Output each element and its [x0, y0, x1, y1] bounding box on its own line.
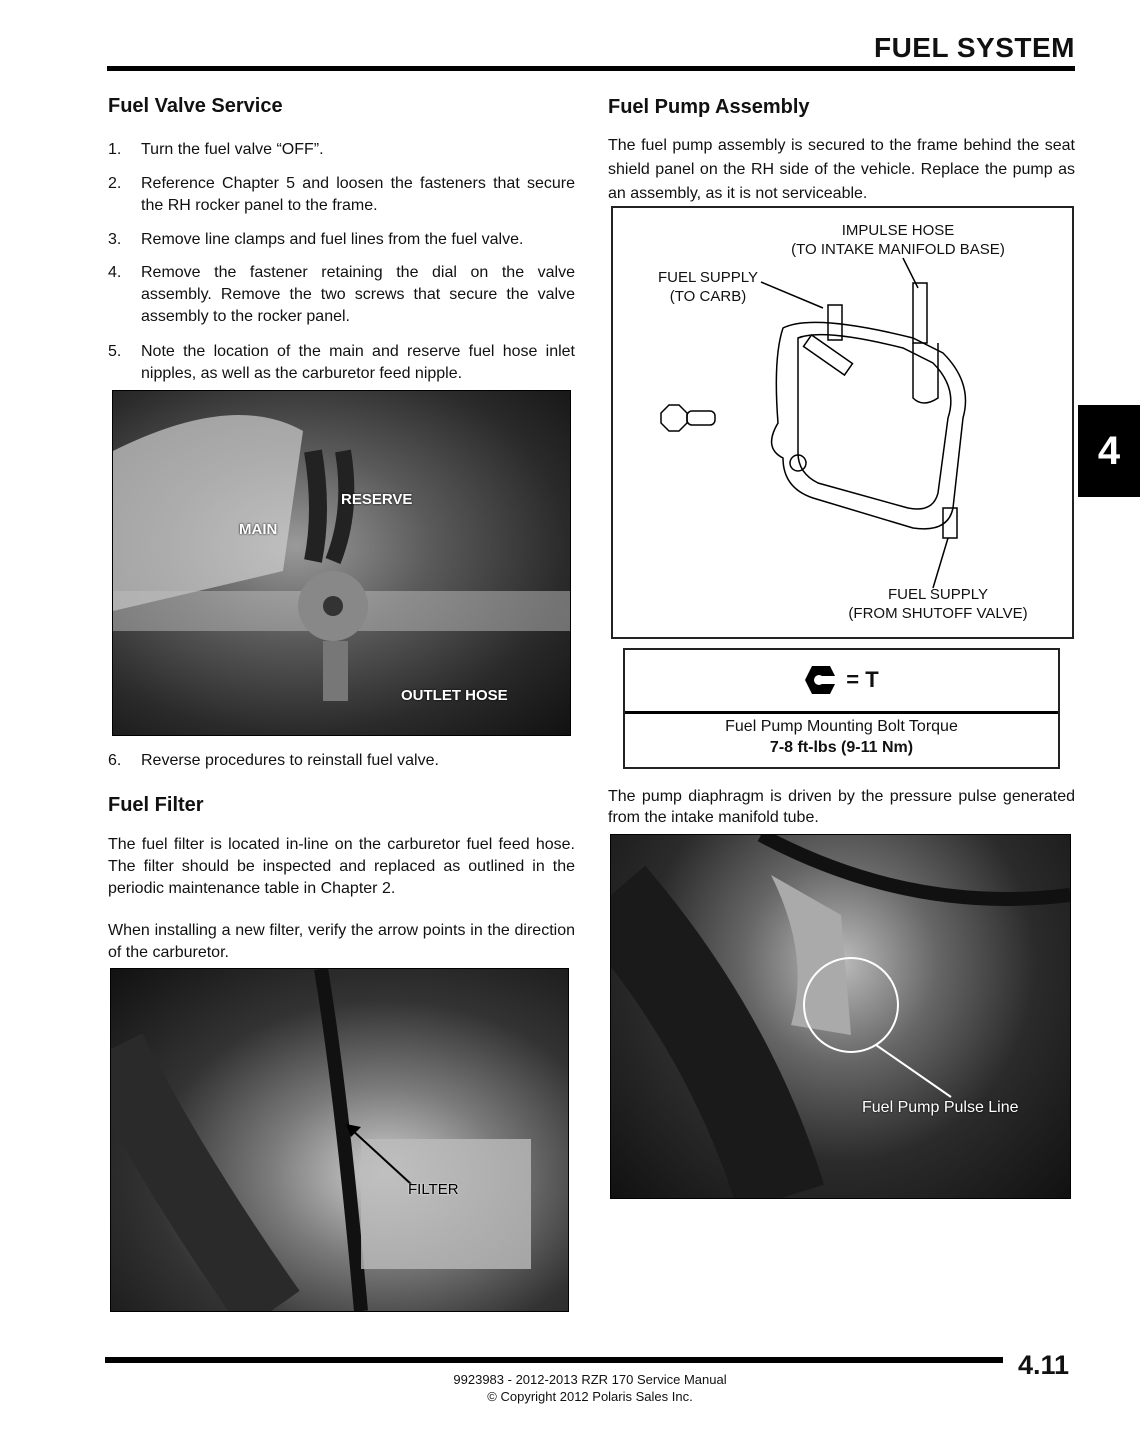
- fuel-pump-paragraph: The fuel pump assembly is secured to the frame behind the seat shield panel on the RH side of the vehicle. Replace the pump as an assembly, as it is not serviceable.: [608, 137, 1075, 202]
- step-number: 4.: [108, 264, 122, 281]
- fuel-supply-valve-line2: (FROM SHUTOFF VALVE): [848, 605, 1028, 622]
- step-text: Reverse procedures to reinstall fuel valve.: [141, 752, 439, 769]
- step-number: 3.: [108, 231, 122, 248]
- list-item: [108, 229, 575, 251]
- step-text: Remove the fastener retaining the dial on the valve assembly. Remove the two screws that secure the valve assembly to the rocker panel.: [141, 264, 575, 325]
- header-rule: [107, 66, 1075, 71]
- manual-title: 9923983 - 2012-2013 RZR 170 Service Manual: [453, 1372, 727, 1387]
- fuel-pump-diagram: [611, 206, 1074, 639]
- pulse-line-illustration: [611, 835, 1070, 1198]
- fuel-supply-valve-line1: FUEL SUPPLY: [887, 586, 989, 603]
- main-label: MAIN: [239, 521, 278, 538]
- step-number: 6.: [108, 752, 122, 769]
- reserve-label: RESERVE: [341, 491, 413, 508]
- fuel-supply-valve-label: [823, 585, 1053, 623]
- torque-symbol-text: = T: [846, 667, 879, 692]
- list-item: [108, 173, 575, 217]
- fuel-pump-pulse-photo: [610, 834, 1071, 1199]
- torque-spec-box: [623, 648, 1060, 769]
- list-item: [108, 262, 575, 328]
- torque-label: Fuel Pump Mounting Bolt Torque: [725, 718, 958, 735]
- impulse-hose-line1: IMPULSE HOSE: [841, 222, 955, 239]
- torque-divider: [625, 711, 1058, 714]
- chapter-tab: 4: [1078, 405, 1140, 497]
- impulse-hose-label: [773, 221, 1023, 259]
- step-number: 1.: [108, 141, 122, 158]
- step-number: 2.: [108, 175, 122, 192]
- page-number: 4.11: [1018, 1350, 1070, 1380]
- footer-rule: [105, 1357, 1003, 1363]
- fuel-filter-illustration: [111, 969, 568, 1311]
- fuel-valve-photo: [112, 390, 571, 736]
- fuel-filter-install-paragraph: When installing a new filter, verify the arrow points in the direction of the carburetor.: [108, 922, 575, 961]
- step-text: Turn the fuel valve “OFF”.: [141, 141, 324, 158]
- pump-diaphragm-paragraph: The pump diaphragm is driven by the pressure pulse generated from the intake manifold tube.: [608, 788, 1075, 826]
- impulse-hose-line2: (TO INTAKE MANIFOLD BASE): [791, 241, 1005, 258]
- torque-symbol-row: [625, 650, 1058, 710]
- step-text: Note the location of the main and reserve fuel hose inlet nipples, as well as the carburetor feed nipple.: [141, 343, 575, 382]
- fuel-filter-paragraph: The fuel filter is located in-line on the carburetor fuel feed hose. The filter should be inspected and replaced as outlined in the periodic maintenance table in Chapter 2.: [108, 836, 575, 897]
- torque-wrench-icon: [804, 665, 838, 695]
- outlet-hose-label: OUTLET HOSE: [401, 687, 508, 704]
- list-item: [108, 139, 575, 161]
- step-number: 5.: [108, 343, 122, 360]
- step-text: Remove line clamps and fuel lines from the fuel valve.: [141, 231, 524, 248]
- step-text: Reference Chapter 5 and loosen the fasteners that secure the RH rocker panel to the frame.: [141, 175, 575, 214]
- fuel-supply-carb-line2: (TO CARB): [669, 288, 747, 305]
- fuel-filter-heading: Fuel Filter: [108, 794, 204, 816]
- list-item: [108, 341, 575, 385]
- fuel-filter-photo: [110, 968, 569, 1312]
- list-item: [108, 750, 575, 772]
- section-title: FUEL SYSTEM: [873, 32, 1075, 63]
- fuel-supply-carb-line1: FUEL SUPPLY: [657, 269, 759, 286]
- fuel-valve-illustration: [113, 391, 570, 735]
- fuel-supply-carb-label: [643, 268, 773, 306]
- fuel-pump-assembly-heading: Fuel Pump Assembly: [608, 96, 810, 118]
- pulse-line-label: Fuel Pump Pulse Line: [862, 1099, 1019, 1116]
- copyright: © Copyright 2012 Polaris Sales Inc.: [487, 1389, 693, 1404]
- torque-details: [625, 716, 1058, 758]
- filter-label: FILTER: [408, 1181, 459, 1198]
- torque-value: 7-8 ft-lbs (9-11 Nm): [769, 739, 914, 756]
- fuel-valve-service-heading: Fuel Valve Service: [108, 95, 283, 117]
